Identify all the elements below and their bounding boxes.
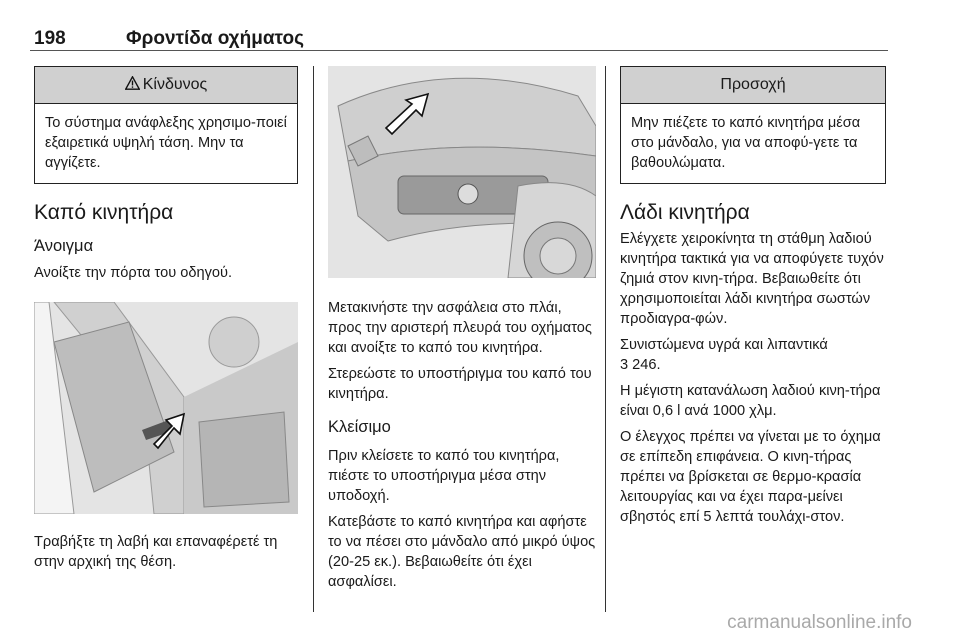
subheading-closing: Κλείσιμο [328, 418, 391, 436]
caution-box-header: Προσοχή [621, 67, 885, 104]
caution-box [620, 66, 886, 184]
danger-box [34, 66, 298, 184]
paragraph-open-door: Ανοίξτε την πόρτα του οδηγού. [34, 265, 233, 281]
column-divider-2 [605, 66, 606, 612]
danger-box-header [35, 67, 297, 104]
paragraph-check-conditions: Ο έλεγχος πρέπει να γίνεται με το όχημα σε επίπεδη επιφάνεια. Ο κινη-τήρας πρέπει να βρίσκεται σε θερμο-κρασία λειτουργίας και να έχει παρα-μείνει σβηστός επί 5 λεπτά τουλάχι-στον. [620, 429, 881, 525]
page-reference-link[interactable]: 3 246. [620, 357, 661, 373]
running-title: Φροντίδα οχήματος [126, 28, 304, 49]
column-divider-1 [313, 66, 314, 612]
section-heading-hood: Καπό κινητήρα [34, 201, 174, 224]
warning-triangle-icon [125, 67, 140, 103]
danger-box-title: Κίνδυνος [142, 76, 208, 93]
paragraph-recommended-fluids [620, 335, 886, 375]
figure-hood-latch [328, 66, 596, 278]
column-1 [34, 66, 298, 572]
recommended-fluids-text: Συνιστώμενα υγρά και λιπαντικά [620, 337, 828, 353]
page-header [30, 28, 888, 51]
watermark: carmanualsonline.info [727, 612, 912, 633]
subheading-opening: Άνοιγμα [34, 237, 94, 255]
paragraph-press-support: Πριν κλείσετε το καπό του κινητήρα, πιέστε το υποστήριγμα μέσα στην υποδοχή. [328, 448, 560, 504]
paragraph-lower-hood: Κατεβάστε το καπό κινητήρα και αφήστε το να πέσει στο μάνδαλο από μικρό ύψος (20-25 εκ.). Βεβαιωθείτε ότι έχει ασφαλίσει. [328, 514, 596, 590]
section-heading-engine-oil: Λάδι κινητήρα [620, 201, 750, 224]
paragraph-max-consumption: Η μέγιστη κατανάλωση λαδιού κινη-τήρα είναι 0,6 l ανά 1000 χλμ. [620, 383, 881, 419]
danger-box-text: Το σύστημα ανάφλεξης χρησιμο-ποιεί εξαιρετικά υψηλή τάση. Μην τα αγγίζετε. [45, 115, 287, 171]
paragraph-check-oil: Ελέγχετε χειροκίνητα τη στάθμη λαδιού κινητήρα τακτικά για να αποφύγετε τυχόν ζημιά στον κινη-τήρα. Βεβαιωθείτε ότι χρησιμοποιείται λάδι κινητήρα σωστών προδιαγρα-φών. [620, 231, 884, 327]
paragraph-move-latch: Μετακινήστε την ασφάλεια στο πλάι, προς την αριστερή πλευρά του οχήματος και ανοίξτε το καπό του κινητήρα. [328, 300, 592, 356]
paragraph-fix-support: Στερεώστε το υποστήριγμα του καπό του κινητήρα. [328, 366, 592, 402]
figure-hood-release-lever [34, 302, 298, 514]
paragraph-pull-lever: Τραβήξτε τη λαβή και επαναφέρετέ τη στην αρχική της θέση. [34, 534, 278, 570]
column-3 [620, 66, 886, 527]
caution-box-text: Μην πιέζετε το καπό κινητήρα μέσα στο μάνδαλο, για να αποφύ-γετε τα βαθουλώματα. [631, 115, 861, 171]
page-number: 198 [34, 28, 66, 49]
column-2 [328, 66, 596, 592]
